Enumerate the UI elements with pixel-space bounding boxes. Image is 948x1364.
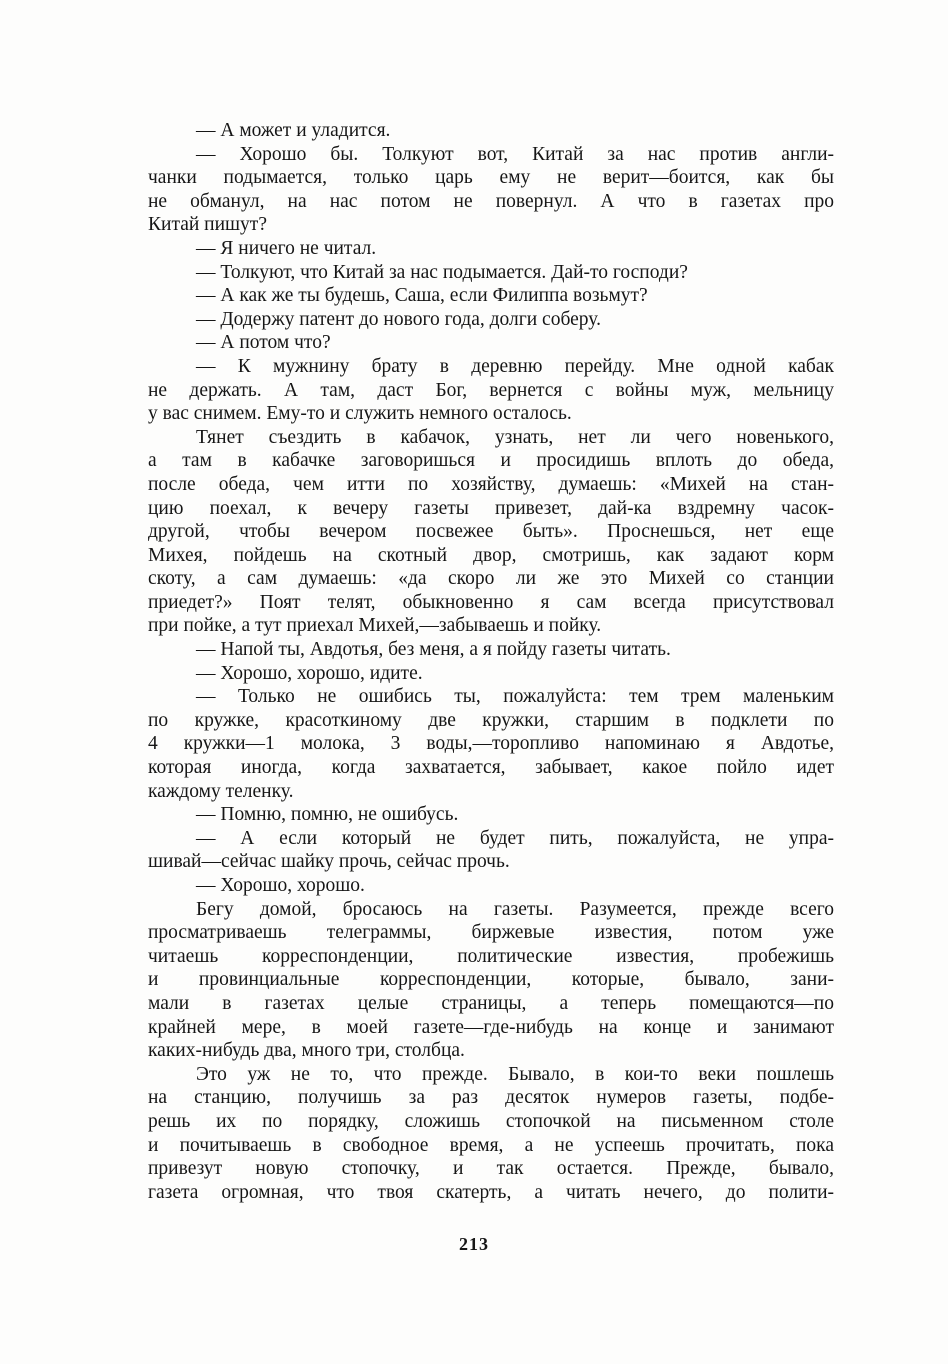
text-line: шивай—сейчас шайку прочь, сейчас прочь. [148,851,510,873]
text-line: Тянет съездить в кабачок, узнать, нет ли чего новенького, [196,426,834,448]
text-line: а там в кабачке заговоришься и просидишь вплоть до обеда, [148,450,834,472]
text-line: — Хорошо бы. Толкуют вот, Китай за нас против англи- [196,143,834,165]
text-line: — Хорошо, хорошо, идите. [196,662,423,684]
text-line: — А как же ты будешь, Саша, если Филиппа возьмут? [196,285,648,307]
page-number: 213 [459,1234,489,1254]
text-line: и почитываешь в свободное время, а не успеешь прочитать, пока [148,1134,834,1156]
text-line: решь их по порядку, сложишь стопочкой на письменном столе [148,1110,834,1132]
text-line: скоту, а сам думаешь: «да скоро ли же это Михей со станции [148,568,834,590]
text-line: читаешь корреспонденции, политические известия, пробежишь [148,945,834,967]
text-line: после обеда, чем итти по хозяйству, думаешь: «Михей на стан- [148,473,834,495]
text-line: — Толкуют, что Китай за нас подымается. Дай-то господи? [196,261,688,283]
text-line: которая иногда, когда захватается, забывает, какое пойло идет [148,757,834,779]
text-line: у вас снимем. Ему-то и служить немного осталось. [148,403,572,425]
text-line: приедет?» Поят телят, обыкновенно я сам всегда присутствовал [148,591,834,613]
text-line: — Только не ошибись ты, пожалуйста: тем трем маленьким [196,686,834,708]
text-line: Михея, пойдешь на скотный двор, смотришь, как задают корм [148,544,834,566]
text-line: — Напой ты, Авдотья, без меня, а я пойду газеты читать. [196,639,671,661]
text-line: — Помню, помню, не ошибусь. [196,804,459,826]
text-line: при пойке, а тут приехал Михей,—забываешь и пойку. [148,615,602,637]
text-line: — Я ничего не читал. [196,237,377,259]
text-line: — Додержу патент до нового года, долги соберу. [196,308,601,330]
text-line: и провинциальные корреспонденции, которые, бывало, зани- [148,969,834,991]
text-line: по кружке, красоткиному две кружки, старшим в подклети по [148,709,834,731]
text-line: привезут новую стопочку, и так остается. Прежде, бывало, [148,1158,834,1180]
text-line: не обманул, на нас потом не повернул. А что в газетах про [148,190,834,212]
text-line: 4 кружки—1 молока, 3 воды,—торопливо напоминаю я Авдотье, [148,733,834,755]
text-line: — А потом что? [196,332,331,354]
text-line: просматриваешь телеграммы, биржевые известия, потом уже [148,922,834,944]
text-line: Бегу домой, бросаюсь на газеты. Разумеется, прежде всего [196,898,834,920]
text-line: каждому теленку. [148,780,294,802]
text-line: мали в газетах целые страницы, а теперь помещаются—по [148,992,834,1014]
text-line: Это уж не то, что прежде. Бывало, в кои-то веки пошлешь [196,1063,834,1085]
text-line: газета огромная, что твоя скатерть, а читать нечего, до полити- [148,1181,834,1203]
text-line: чанки подымается, только царь ему не верит—боится, как бы [148,167,834,189]
text-line: на станцию, получишь за раз десяток нумеров газеты, подбе- [148,1087,834,1109]
text-line: не держать. А там, даст Бог, вернется с войны муж, мельницу [148,379,834,401]
text-line: — К мужнину брату в деревню перейду. Мне одной кабак [196,355,834,377]
page-body-text [148,119,834,1204]
text-line: — А если который не будет пить, пожалуйста, не упра- [196,827,834,849]
text-line: Китай пишут? [148,214,267,236]
text-line: цию поехал, к вечеру газеты привезет, дай-ка вздремну часок- [148,497,834,519]
text-line: каких-нибудь два, много три, столбца. [148,1040,465,1062]
text-line: — Хорошо, хорошо. [196,875,365,896]
text-line: — А может и уладится. [196,120,391,141]
text-line: другой, чтобы вечером посвежее быть». Проснешься, нет еще [148,521,834,543]
text-line: крайней мере, в моей газете—где-нибудь на конце и занимают [148,1016,834,1038]
